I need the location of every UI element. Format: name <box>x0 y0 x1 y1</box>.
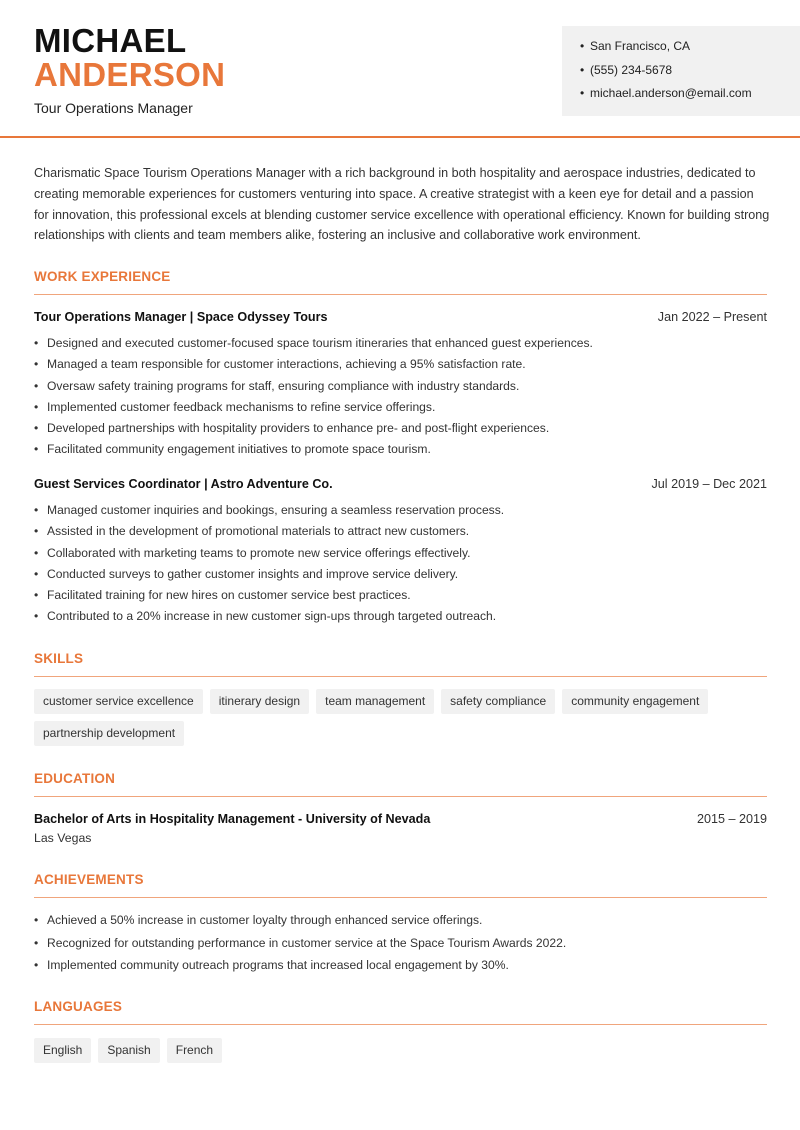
list-item-text: Recognized for outstanding performance in customer service at the Space Tourism Awards 2022. <box>47 935 567 950</box>
contact-phone <box>580 62 800 86</box>
bullet-icon: • <box>580 62 585 77</box>
job-title-company: Tour Operations Manager | Space Odyssey Tours <box>34 310 328 324</box>
degree-title: Bachelor of Arts in Hospitality Management - University of Nevada <box>34 812 431 826</box>
job-dates: Jul 2019 – Dec 2021 <box>651 477 767 491</box>
education-location: Las Vegas <box>34 831 92 845</box>
list-item-text: Facilitated training for new hires on customer service best practices. <box>47 588 411 603</box>
bullet-icon: • <box>34 524 39 539</box>
skill-tag: customer service excellence <box>34 689 203 714</box>
list-item-text: Collaborated with marketing teams to promote new service offerings effectively. <box>47 545 471 560</box>
bullet-icon: • <box>34 336 39 350</box>
list-item-text: Designed and executed customer-focused space tourism itineraries that enhanced guest experiences. <box>47 336 593 350</box>
skill-tag: partnership development <box>34 721 184 746</box>
language-tag: English <box>34 1038 91 1063</box>
contact-box <box>562 26 800 116</box>
contact-email <box>580 85 800 109</box>
list-item <box>34 587 767 608</box>
section-divider <box>34 294 767 295</box>
list-item <box>34 566 767 587</box>
list-item <box>34 935 767 958</box>
skill-tag: itinerary design <box>210 689 309 714</box>
profile-summary: Charismatic Space Tourism Operations Manager with a rich background in both hospitality and aerospace industries, dedicated to creating memorable experiences for customers venturing into space. A creative strategist with a keen eye for detail and a passion for innovation, this professional excels at blending customer service excellence with operational efficiency. Known for building strong relationships with clients and team members alike, fostering an inclusive and collaborative work environment. <box>34 166 770 243</box>
list-item <box>34 335 767 356</box>
languages-tag-list <box>34 1038 767 1070</box>
job-bullet-list <box>34 502 767 630</box>
list-item <box>34 399 767 420</box>
bullet-icon: • <box>34 588 39 603</box>
list-item <box>34 523 767 544</box>
language-tag: Spanish <box>98 1038 159 1063</box>
bullet-icon: • <box>34 913 39 927</box>
job-bullet-list <box>34 335 767 463</box>
section-divider <box>34 897 767 898</box>
list-item-text: Implemented community outreach programs that increased local engagement by 30%. <box>47 958 509 972</box>
section-title-skills: SKILLS <box>34 651 84 666</box>
achievements-list <box>34 912 767 980</box>
first-name: MICHAEL <box>34 22 187 59</box>
contact-location <box>580 38 800 62</box>
list-item <box>34 420 767 441</box>
skill-tag: safety compliance <box>441 689 555 714</box>
bullet-icon: • <box>34 378 39 393</box>
list-item-text: Achieved a 50% increase in customer loyalty through enhanced service offerings. <box>47 913 483 927</box>
list-item <box>34 545 767 566</box>
last-name: ANDERSON <box>34 56 226 93</box>
section-title-achievements: ACHIEVEMENTS <box>34 872 144 887</box>
bullet-icon: • <box>34 357 39 372</box>
list-item <box>34 378 767 399</box>
list-item-text: Assisted in the development of promotional materials to attract new customers. <box>47 524 470 539</box>
language-tag: French <box>167 1038 222 1063</box>
list-item <box>34 608 767 629</box>
list-item <box>34 912 767 935</box>
list-item <box>34 957 767 980</box>
skill-tag: team management <box>316 689 434 714</box>
job-dates: Jan 2022 – Present <box>657 310 767 324</box>
bullet-icon: • <box>34 399 39 414</box>
bullet-icon: • <box>34 566 39 581</box>
section-divider <box>34 676 767 677</box>
contact-email-text: michael.anderson@email.com <box>590 86 752 100</box>
list-item-text: Conducted surveys to gather customer insights and improve service delivery. <box>47 566 459 581</box>
section-divider <box>34 796 767 797</box>
list-item <box>34 502 767 523</box>
job-title-company: Guest Services Coordinator | Astro Adventure Co. <box>34 477 333 491</box>
section-title-work: WORK EXPERIENCE <box>34 269 171 284</box>
list-item-text: Managed a team responsible for customer interactions, achieving a 95% satisfaction rate. <box>47 357 526 372</box>
contact-location-text: San Francisco, CA <box>590 39 691 53</box>
list-item-text: Facilitated community engagement initiatives to promote space tourism. <box>47 442 431 457</box>
section-title-education: EDUCATION <box>34 771 116 786</box>
list-item-text: Implemented customer feedback mechanisms to refine service offerings. <box>47 399 436 414</box>
education-dates: 2015 – 2019 <box>696 812 767 826</box>
skill-tag: community engagement <box>562 689 708 714</box>
list-item-text: Contributed to a 20% increase in new customer sign-ups through targeted outreach. <box>47 609 497 624</box>
bullet-icon: • <box>34 935 39 950</box>
bullet-icon: • <box>580 39 585 53</box>
job-title: Tour Operations Manager <box>34 100 193 116</box>
job-header <box>34 310 767 324</box>
list-item <box>34 441 767 462</box>
bullet-icon: • <box>580 86 585 100</box>
list-item-text: Developed partnerships with hospitality providers to enhance pre- and post-flight experiences. <box>47 421 550 436</box>
resume-header <box>0 0 800 138</box>
skills-tag-list <box>34 689 767 753</box>
bullet-icon: • <box>34 958 39 972</box>
bullet-icon: • <box>34 421 39 436</box>
list-item-text: Oversaw safety training programs for staff, ensuring compliance with industry standards. <box>47 378 520 393</box>
bullet-icon: • <box>34 503 39 517</box>
bullet-icon: • <box>34 545 39 560</box>
list-item <box>34 356 767 377</box>
bullet-icon: • <box>34 442 39 457</box>
job-header <box>34 477 767 491</box>
contact-phone-text: (555) 234-5678 <box>590 62 673 77</box>
section-title-languages: LANGUAGES <box>34 999 123 1014</box>
section-divider <box>34 1024 767 1025</box>
bullet-icon: • <box>34 609 39 624</box>
list-item-text: Managed customer inquiries and bookings, ensuring a seamless reservation process. <box>47 503 505 517</box>
education-header <box>34 812 767 826</box>
